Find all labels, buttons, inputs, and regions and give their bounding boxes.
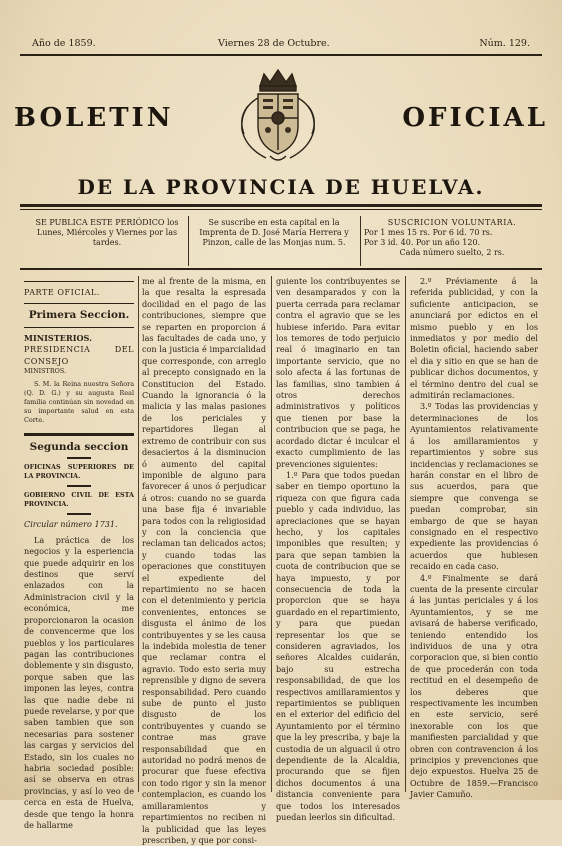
info-divider <box>188 216 189 266</box>
price-line: Por 1 mes 15 rs. Por 6 id. 70 rs. <box>364 228 493 237</box>
article-point-1: 1.º Para que todos puedan saber en tiempo oportuno la riqueza con que figura cada pueblo y cada individuo, las apreciaciones que se hayan hecho, y los capitales imponibles que resulten; y para que sepan tambien la cuota de contribucion que se haya impuesto, y por consecuencia de toda la proporcion que se haya guardado en el repartimiento, y para que puedan representar los que se consideren agraviados, los señores Alcaldes cuidarán, bajo su estrecha responsabilidad, de que los respectivos amillaramientos y repartimientos se publiquen en el exterior del edificio del Ayuntamiento por el término que la ley prescriba, y baje la custodia de un alguacil ú otro dependiente de la Alcaldia, procurando que se fijen dichos documentos á una distancia conveniente para que todos los interesados puedan leerlos sin dificultad. <box>276 469 400 823</box>
column-4 <box>410 276 538 800</box>
column-3 <box>276 276 400 823</box>
issue-number: Núm. 129. <box>479 38 530 49</box>
column-2 <box>142 276 266 845</box>
ornament-dash <box>67 513 91 515</box>
article-point-4: 4.º Finalmente se dará cuenta de la presente circular á las juntas periciales y á los Ayuntamientos, y se me avisará de haberse verificado, teniendo entendido los individuos de una y otra corporacion que, si bien contio de que procederán con toda rectitud en el desempeño de los deberes que respectivamente les incumben en este servicio, seré inexorable con los que manifiesten parcialidad y que obren con contravencion á los principios y prevenciones que dejo expuestos. Huelva 25 de Octubre de 1859.—Francisco Javier Camuño. <box>410 572 538 800</box>
year-label: Año de 1859. <box>32 38 96 49</box>
masthead-rule-thick <box>20 204 542 207</box>
column-1 <box>24 276 134 830</box>
article-text: me al frente de la misma, en la que resalta la espresada docilidad en el pago de las contribuciones, siempre que se reparten en proporcion á las facultades de cada uno, y con la justicia é imparcialidad que corresponde, con arreglo al precepto consignado en la Constitucion del Estado. Cuando la ignorancia ó la malicia y las malas pasiones de los periciales y repartidores llegan al extremo de contribuir con sus desaciertos á la disminucion ó aumento del capital imponible de alguno para favorecer á unos ó perjudicar á otros: cuando no se guarda una base fija é invariable para todos con la religiosidad y con la conciencia que reclaman tan delicados actos; y cuando todas las operaciones que constituyen el expediente del repartimiento no se hacen con el detenimiento y pericia convenientes, entonces se disgusta el ánimo de los contribuyentes y se les causa la indebida molestia de tener que reclamar contra el agravio. Todo esto seria muy reprensible y digno de severa responsabilidad. Pero cuando sube de punto el justo disgusto de los contribuyentes y cuando se contrae mas grave responsabilidad que en autoridad no podrá menos de procurar que fuese efectiva con todo rigor y sin la menor contemplacion, es cuando los amillaramientos y repartimientos no reciben ni la publicidad que las leyes prescriben, y que por consi- <box>142 276 266 845</box>
presidencia-heading: PRESIDENCIA DEL CONSEJO <box>24 344 134 366</box>
gobierno-heading: GOBIERNO CIVIL DE ESTA PROVINCIA. <box>24 491 134 509</box>
segunda-seccion-heading: Segunda seccion <box>29 441 129 454</box>
circular-number: Circular número 1731. <box>24 519 118 530</box>
price-line: Cada número suelto, 2 rs. <box>399 248 505 257</box>
info-divider <box>360 216 361 266</box>
price-line: Por 3 id. 40. Por un año 120. <box>364 238 481 247</box>
section-rule <box>24 327 134 328</box>
ornament-dash <box>67 457 91 459</box>
article-text: guiente los contribuyentes se ven desamparados y con la puerta cerrada para reclamar contra el agravio que se les hubiese inferido. Para evitar los temores de todo perjuicio real ó imaginario en tan importante servicio, que no solo afecta á las fortunas de las familias, sino tambien á otros derechos administrativos y políticos que tienen por base la contribucion que se paga, he acordado dictar é inculcar el exacto cumplimiento de las prevenciones siguientes: <box>276 276 400 469</box>
article-point-2: 2.º Préviamente á la referida publicidad, y con la suficiente anticipacion, se anunciará por edictos en el mismo pueblo y en los inmediatos y por medio del Boletin oficial, haciendo saber el dia y sitio en que se han de publicar dichos documentos, y el término dentro del cual se admitirán reclamaciones. <box>410 276 538 401</box>
ornament-dash <box>67 485 91 487</box>
oficinas-heading: OFICINAS SUPERIORES DE LA PROVINCIA. <box>24 463 134 481</box>
ministros-heading: MINISTROS. <box>24 367 67 376</box>
article-point-3: 3.º Todas las providencias y determinaciones de los Ayuntamientos relativamente á los amillaramientos y repartimientos y sobre sus incidencias y reclamaciones se harán constar en el libro de sus acuerdos, para que siempre que convenga se puedan comprobar, sin embargo de que se hayan consignado en el respectivo expediente las providencias ó acuerdos que hubiesen recaido en cada caso. <box>410 401 538 572</box>
subscription-title: SUSCRICION VOLUNTARIA. <box>387 218 517 227</box>
info-rule <box>20 268 542 270</box>
section-rule <box>24 281 134 282</box>
column-divider <box>405 276 406 792</box>
section-rule-heavy <box>24 433 134 436</box>
date-label: Viernes 28 de Octubre. <box>218 38 330 49</box>
article-text: La práctica de los negocios y la esperiencia que puede adquirir en los destinos que serví enlazados con la Administracion civil y la económica, me proporcionaron la ocasion de convencerme que los pueblos y los particulares pagan las contribuciones doblemente y sin disgusto, porque saben que las imponen las leyes, contra las que nadie debe ni puede revelarse, y por que saben tambien que son necesarias para sostener las cargas y servicios del Estado, sin los cuales no habria sociedad posible: así se observa en otras provincias, y así lo veo de cerca en esta de Huelva, desde que tengo la honra de hallarme <box>24 534 134 830</box>
ministerios-heading: MINISTERIOS. <box>24 332 92 343</box>
column-divider <box>138 276 139 792</box>
reina-notice: S. M. la Reina nuestra Señora (Q. D. G.) y su augusta Real familia continúan sin novedad en su importante salud en esta Corte. <box>24 380 134 425</box>
masthead-word-oficial: OFICIAL <box>402 103 548 133</box>
subscription-prices <box>364 218 540 266</box>
subscription-address: Se suscribe en esta capital en la Imprenta de D. José María Herrera y Pinzon, calle de las Monjas num. 5. <box>199 218 349 247</box>
header-rule <box>20 54 542 56</box>
masthead-word-boletin: BOLETIN <box>14 103 174 133</box>
parte-oficial-heading: PARTE OFICIAL. <box>24 287 101 297</box>
section-rule <box>24 303 134 304</box>
masthead-rule-thin <box>20 209 542 210</box>
primera-seccion-heading: Primera Seccion. <box>28 309 130 322</box>
column-divider <box>271 276 272 792</box>
masthead-subtitle: DE LA PROVINCIA DE HUELVA. <box>77 175 485 199</box>
publication-days: SE PUBLICA ESTE PERIÓDICO los Lunes, Miércoles y Viernes por las tardes. <box>35 218 179 247</box>
royal-coat-of-arms-icon <box>230 68 326 166</box>
